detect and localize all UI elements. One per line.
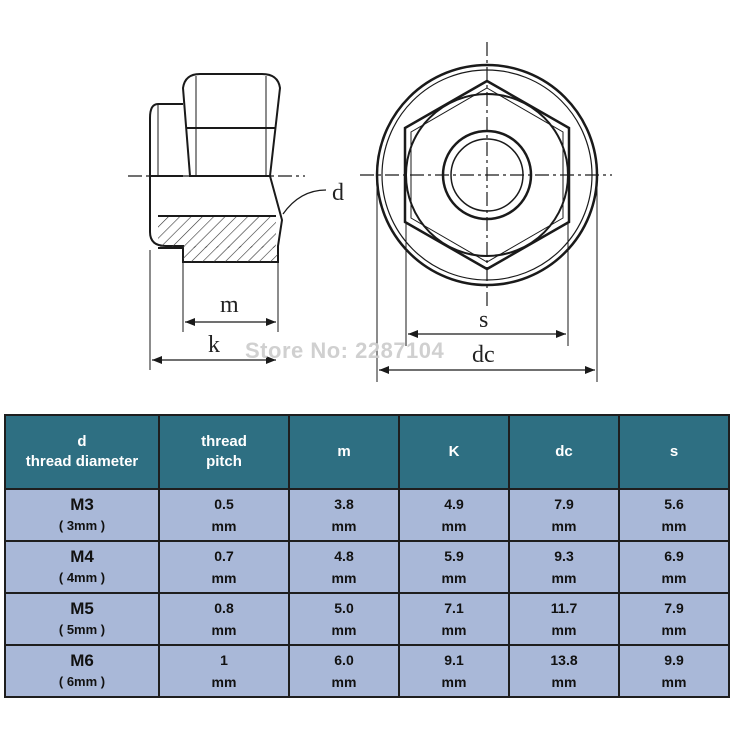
table-header-row	[5, 415, 729, 489]
cell-unit: mm	[551, 570, 577, 586]
table-row	[5, 593, 729, 645]
size-label: M5	[70, 599, 94, 618]
value-cell-pitch	[159, 541, 289, 593]
value-cell-m	[289, 541, 399, 593]
cell-unit: mm	[331, 570, 357, 586]
value-cell-s	[619, 593, 729, 645]
cell-unit: mm	[441, 518, 467, 534]
cell-unit: mm	[441, 570, 467, 586]
cell-value: 9.9	[664, 652, 684, 668]
label-dc: dc	[472, 342, 495, 368]
table-row	[5, 541, 729, 593]
column-header: s	[619, 415, 729, 489]
value-cell-k	[399, 593, 509, 645]
cell-unit: mm	[211, 674, 237, 690]
cell-unit: mm	[331, 622, 357, 638]
value-cell-dc	[509, 645, 619, 697]
value-cell-k	[399, 489, 509, 541]
cell-value: 9.3	[554, 548, 574, 564]
cell-unit: mm	[661, 570, 687, 586]
value-cell-pitch	[159, 593, 289, 645]
size-mm-label: ( 3mm )	[58, 518, 106, 533]
size-mm-label: ( 6mm )	[58, 674, 106, 689]
value-cell-s	[619, 489, 729, 541]
cell-unit: mm	[551, 622, 577, 638]
cell-value: 5.9	[444, 548, 464, 564]
cell-value: 7.9	[554, 496, 574, 512]
value-cell-m	[289, 489, 399, 541]
cell-value: 0.7	[214, 548, 234, 564]
label-d: d	[332, 180, 344, 206]
value-cell-pitch	[159, 645, 289, 697]
cell-value: 1	[220, 652, 228, 668]
size-label: M3	[70, 495, 94, 514]
cell-unit: mm	[661, 622, 687, 638]
table-row	[5, 489, 729, 541]
cell-value: 4.9	[444, 496, 464, 512]
value-cell-s	[619, 645, 729, 697]
size-mm-label: ( 4mm )	[58, 570, 106, 585]
value-cell-s	[619, 541, 729, 593]
column-header: m	[289, 415, 399, 489]
cell-unit: mm	[551, 674, 577, 690]
cell-value: 0.5	[214, 496, 234, 512]
cell-value: 3.8	[334, 496, 354, 512]
cell-value: 0.8	[214, 600, 234, 616]
cell-unit: mm	[211, 518, 237, 534]
spec-table	[4, 414, 730, 698]
size-mm-label: ( 5mm )	[58, 622, 106, 637]
cell-value: 11.7	[550, 600, 578, 616]
size-cell	[5, 593, 159, 645]
cell-value: 6.0	[334, 652, 354, 668]
cell-unit: mm	[211, 622, 237, 638]
size-cell	[5, 489, 159, 541]
cell-value: 6.9	[664, 548, 684, 564]
size-cell	[5, 645, 159, 697]
label-k: k	[208, 332, 220, 358]
cell-unit: mm	[661, 518, 687, 534]
size-cell	[5, 541, 159, 593]
cell-unit: mm	[211, 570, 237, 586]
side-view	[128, 74, 326, 370]
cell-value: 5.0	[334, 600, 354, 616]
cell-unit: mm	[551, 518, 577, 534]
cell-value: 5.6	[664, 496, 684, 512]
table-body	[5, 489, 729, 697]
cell-unit: mm	[331, 674, 357, 690]
cell-unit: mm	[331, 518, 357, 534]
value-cell-dc	[509, 593, 619, 645]
cell-value: 13.8	[550, 652, 578, 668]
value-cell-k	[399, 645, 509, 697]
size-label: M4	[70, 547, 94, 566]
size-label: M6	[70, 651, 94, 670]
column-header: K	[399, 415, 509, 489]
column-header: thread pitch	[159, 415, 289, 489]
cell-value: 7.1	[444, 600, 464, 616]
column-header: dc	[509, 415, 619, 489]
cell-value: 9.1	[444, 652, 464, 668]
cell-unit: mm	[661, 674, 687, 690]
cell-value: 4.8	[334, 548, 354, 564]
cell-unit: mm	[441, 674, 467, 690]
store-watermark: Store No: 2287104	[245, 338, 445, 363]
value-cell-k	[399, 541, 509, 593]
column-header: d thread diameter	[5, 415, 159, 489]
value-cell-dc	[509, 489, 619, 541]
value-cell-m	[289, 645, 399, 697]
label-s: s	[479, 307, 489, 333]
value-cell-dc	[509, 541, 619, 593]
cell-unit: mm	[441, 622, 467, 638]
value-cell-pitch	[159, 489, 289, 541]
table-row	[5, 645, 729, 697]
value-cell-m	[289, 593, 399, 645]
cell-value: 7.9	[664, 600, 684, 616]
label-m: m	[220, 292, 239, 318]
